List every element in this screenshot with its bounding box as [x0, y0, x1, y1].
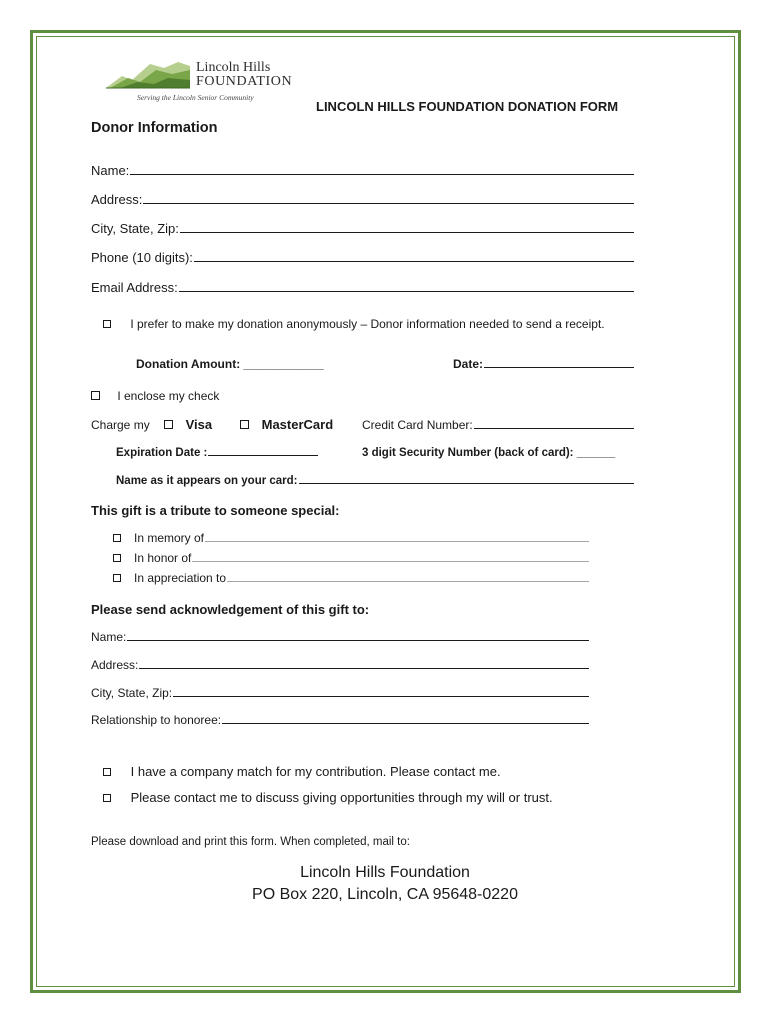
tribute-appreciation-option[interactable] — [113, 571, 589, 585]
donor-phone-label: Phone (10 digits): — [91, 250, 193, 265]
name-on-card-label: Name as it appears on your card: — [116, 475, 298, 487]
expiration-label: Expiration Date : — [116, 447, 208, 459]
honor-checkbox[interactable] — [113, 554, 121, 562]
appreciation-label: In appreciation to — [134, 571, 227, 585]
date-field[interactable] — [453, 357, 634, 371]
visa-label: Visa — [185, 417, 213, 432]
mailing-instructions: Please download and print this form. When completed, mail to: — [91, 836, 410, 848]
donor-phone-field[interactable] — [91, 250, 634, 265]
hills-logo-icon — [106, 58, 190, 90]
donor-info-heading: Donor Information — [91, 120, 218, 136]
tribute-honor-option[interactable] — [113, 551, 589, 565]
memory-label: In memory of — [134, 531, 205, 545]
ack-name-label: Name: — [91, 630, 127, 644]
donor-address-label: Address: — [91, 192, 143, 207]
company-match-label: I have a company match for my contribution. Please contact me. — [130, 764, 501, 779]
mailing-org-name: Lincoln Hills Foundation — [300, 864, 470, 881]
visa-checkbox[interactable] — [164, 420, 173, 429]
check-checkbox[interactable] — [91, 391, 100, 400]
mastercard-checkbox[interactable] — [240, 420, 249, 429]
ack-city-field[interactable] — [91, 686, 589, 700]
expiration-field[interactable] — [116, 447, 318, 459]
donor-city-label: City, State, Zip: — [91, 221, 179, 236]
acknowledgement-heading: Please send acknowledgement of this gift to: — [91, 602, 370, 617]
check-label: I enclose my check — [117, 389, 220, 403]
donor-address-field[interactable] — [91, 192, 634, 207]
donor-name-label: Name: — [91, 163, 130, 178]
mastercard-option[interactable] — [240, 417, 333, 432]
logo-name-line1: Lincoln Hills — [196, 60, 271, 75]
company-match-checkbox[interactable] — [103, 768, 111, 776]
ack-relationship-label: Relationship to honoree: — [91, 713, 222, 727]
donation-amount-field[interactable]: Donation Amount: ____________ — [136, 357, 324, 371]
anonymous-checkbox[interactable] — [103, 320, 111, 328]
company-match-option[interactable] — [103, 764, 501, 779]
will-trust-label: Please contact me to discuss giving opportunities through my will or trust. — [130, 790, 553, 805]
ack-relationship-field[interactable] — [91, 713, 589, 727]
will-trust-option[interactable] — [103, 790, 553, 805]
appreciation-checkbox[interactable] — [113, 574, 121, 582]
donor-email-label: Email Address: — [91, 280, 178, 295]
visa-option[interactable] — [164, 417, 212, 432]
ack-address-field[interactable] — [91, 658, 589, 672]
donor-city-field[interactable] — [91, 221, 634, 236]
date-label: Date: — [453, 357, 484, 371]
ack-city-label: City, State, Zip: — [91, 686, 173, 700]
tribute-heading: This gift is a tribute to someone special: — [91, 503, 340, 518]
card-number-label: Credit Card Number: — [362, 418, 473, 432]
mailing-address: PO Box 220, Lincoln, CA 95648-0220 — [252, 886, 518, 903]
security-number-field[interactable]: 3 digit Security Number (back of card): ______ — [362, 447, 616, 459]
tribute-memory-option[interactable] — [113, 531, 589, 545]
form-title: LINCOLN HILLS FOUNDATION DONATION FORM — [316, 99, 619, 114]
anonymous-label: I prefer to make my donation anonymously – Donor information needed to send a receipt. — [130, 317, 605, 331]
name-on-card-field[interactable] — [116, 475, 634, 487]
donor-email-field[interactable] — [91, 280, 634, 295]
charge-label: Charge my — [91, 418, 150, 432]
will-trust-checkbox[interactable] — [103, 794, 111, 802]
ack-address-label: Address: — [91, 658, 139, 672]
ack-name-field[interactable] — [91, 630, 589, 644]
logo-tagline: Serving the Lincoln Senior Community — [137, 93, 254, 102]
mastercard-label: MasterCard — [261, 417, 334, 432]
card-number-field[interactable] — [362, 418, 634, 432]
donor-name-field[interactable] — [91, 163, 634, 178]
anonymous-option[interactable] — [103, 317, 605, 331]
memory-checkbox[interactable] — [113, 534, 121, 542]
check-option[interactable] — [91, 389, 219, 403]
logo-name-line2: FOUNDATION — [196, 74, 293, 89]
honor-label: In honor of — [134, 551, 192, 565]
